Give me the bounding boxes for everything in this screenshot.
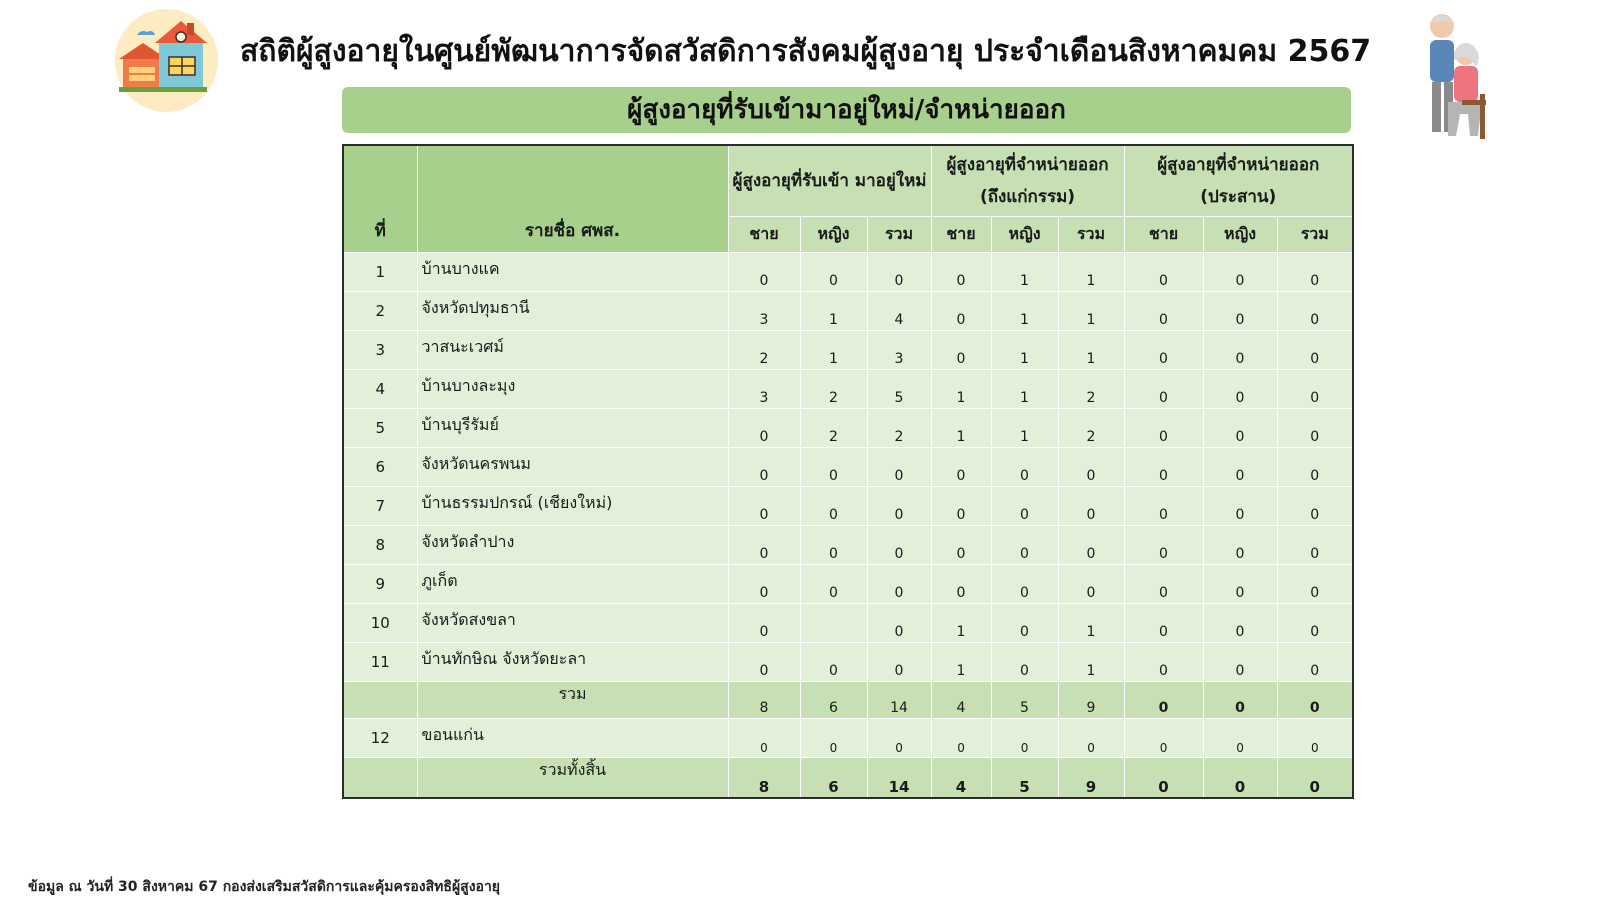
value-cell: 0 xyxy=(867,526,931,565)
value-cell: 8 xyxy=(728,758,800,799)
value-cell: 0 xyxy=(1058,526,1124,565)
row-number: 12 xyxy=(343,719,417,758)
table-row xyxy=(343,719,1353,758)
value-cell: 5 xyxy=(991,682,1058,719)
row-number: 2 xyxy=(343,292,417,331)
page-title: สถิติผู้สูงอายุในศูนย์พัฒนาการจัดสวัสดิการสังคมผู้สูงอายุ ประจำเดือนสิงหาคมคม 2567 xyxy=(240,34,1372,69)
row-number: 9 xyxy=(343,565,417,604)
grand-total-row-label: รวมทั้งสิ้น xyxy=(417,758,728,799)
value-cell: 0 xyxy=(867,487,931,526)
center-name: ขอนแก่น xyxy=(417,719,728,758)
row-number: 10 xyxy=(343,604,417,643)
value-cell: 0 xyxy=(931,331,991,370)
center-name: บ้านบางแค xyxy=(417,253,728,292)
value-cell: 0 xyxy=(728,253,800,292)
value-cell: 0 xyxy=(800,448,867,487)
row-number: 4 xyxy=(343,370,417,409)
value-cell: 2 xyxy=(800,370,867,409)
value-cell: 14 xyxy=(867,758,931,799)
sub-header: รวม xyxy=(1058,217,1124,253)
value-cell: 0 xyxy=(800,526,867,565)
value-cell: 0 xyxy=(931,292,991,331)
center-name: จังหวัดสงขลา xyxy=(417,604,728,643)
value-cell: 0 xyxy=(1203,409,1277,448)
value-cell: 0 xyxy=(931,448,991,487)
value-cell: 0 xyxy=(1124,409,1203,448)
header-no: ที่ xyxy=(343,145,417,253)
value-cell: 1 xyxy=(991,253,1058,292)
value-cell: 1 xyxy=(991,370,1058,409)
value-cell: 0 xyxy=(991,565,1058,604)
value-cell: 0 xyxy=(1124,758,1203,799)
value-cell: 2 xyxy=(1058,409,1124,448)
value-cell: 0 xyxy=(991,719,1058,758)
value-cell: 0 xyxy=(1277,526,1353,565)
value-cell: 6 xyxy=(800,682,867,719)
value-cell: 0 xyxy=(1124,253,1203,292)
value-cell: 0 xyxy=(1203,565,1277,604)
value-cell: 6 xyxy=(800,758,867,799)
value-cell: 0 xyxy=(728,448,800,487)
table-row xyxy=(343,409,1353,448)
value-cell: 0 xyxy=(1058,448,1124,487)
value-cell: 0 xyxy=(1124,487,1203,526)
value-cell: 0 xyxy=(1203,292,1277,331)
value-cell: 0 xyxy=(867,253,931,292)
value-cell: 0 xyxy=(931,719,991,758)
value-cell: 0 xyxy=(1277,409,1353,448)
value-cell: 3 xyxy=(728,370,800,409)
value-cell: 0 xyxy=(1277,719,1353,758)
value-cell: 1 xyxy=(800,331,867,370)
value-cell: 0 xyxy=(1124,448,1203,487)
sub-header: ชาย xyxy=(728,217,800,253)
value-cell: 0 xyxy=(1058,719,1124,758)
row-number: 1 xyxy=(343,253,417,292)
value-cell: 1 xyxy=(931,370,991,409)
value-cell: 0 xyxy=(1124,370,1203,409)
table-row xyxy=(343,565,1353,604)
elderly-couple-icon xyxy=(1418,8,1498,143)
sub-header: ชาย xyxy=(1124,217,1203,253)
value-cell: 0 xyxy=(728,487,800,526)
value-cell: 0 xyxy=(991,526,1058,565)
center-name: จังหวัดปทุมธานี xyxy=(417,292,728,331)
table-row xyxy=(343,526,1353,565)
value-cell: 1 xyxy=(991,409,1058,448)
row-number: 8 xyxy=(343,526,417,565)
value-cell: 1 xyxy=(931,643,991,682)
value-cell: 1 xyxy=(991,292,1058,331)
sub-header: หญิง xyxy=(991,217,1058,253)
value-cell: 0 xyxy=(1203,487,1277,526)
value-cell: 0 xyxy=(991,604,1058,643)
value-cell: 0 xyxy=(1124,643,1203,682)
value-cell: 0 xyxy=(867,448,931,487)
table-row xyxy=(343,370,1353,409)
header-group-transferred: ผู้สูงอายุที่จำหน่ายออก (ประสาน) xyxy=(1124,145,1353,217)
value-cell: 2 xyxy=(867,409,931,448)
value-cell: 0 xyxy=(1277,565,1353,604)
header-group-admitted: ผู้สูงอายุที่รับเข้า มาอยู่ใหม่ xyxy=(728,145,931,217)
value-cell: 0 xyxy=(728,565,800,604)
value-cell: 0 xyxy=(1203,682,1277,719)
value-cell: 0 xyxy=(1203,370,1277,409)
footnote: ข้อมูล ณ วันที่ 30 สิงหาคม 67 กองส่งเสริมสวัสดิการและคุ้มครองสิทธิผู้สูงอายุ xyxy=(28,879,501,895)
value-cell: 0 xyxy=(1277,487,1353,526)
table-row xyxy=(343,448,1353,487)
table-row xyxy=(343,643,1353,682)
value-cell: 0 xyxy=(728,526,800,565)
value-cell: 0 xyxy=(1058,487,1124,526)
value-cell: 0 xyxy=(1277,292,1353,331)
value-cell: 0 xyxy=(728,719,800,758)
value-cell: 3 xyxy=(867,331,931,370)
value-cell: 0 xyxy=(1277,253,1353,292)
value-cell: 0 xyxy=(1203,331,1277,370)
table-row xyxy=(343,253,1353,292)
value-cell: 4 xyxy=(867,292,931,331)
value-cell: 5 xyxy=(867,370,931,409)
value-cell: 4 xyxy=(931,682,991,719)
value-cell: 0 xyxy=(931,526,991,565)
value-cell: 0 xyxy=(728,643,800,682)
value-cell: 0 xyxy=(1277,331,1353,370)
subtotal-row-label: รวม xyxy=(417,682,728,719)
grand-total-row xyxy=(343,758,1353,799)
value-cell: 4 xyxy=(931,758,991,799)
value-cell: 0 xyxy=(991,448,1058,487)
value-cell: 0 xyxy=(1124,292,1203,331)
value-cell: 0 xyxy=(991,487,1058,526)
center-name: บ้านบางละมุง xyxy=(417,370,728,409)
center-name: บ้านธรรมปกรณ์ (เชียงใหม่) xyxy=(417,487,728,526)
center-name: บ้านบุรีรัมย์ xyxy=(417,409,728,448)
value-cell: 0 xyxy=(867,719,931,758)
value-cell: 0 xyxy=(1124,682,1203,719)
value-cell: 0 xyxy=(1277,370,1353,409)
house-icon xyxy=(115,9,218,112)
value-cell: 1 xyxy=(800,292,867,331)
value-cell: 0 xyxy=(1203,448,1277,487)
value-cell: 0 xyxy=(1124,719,1203,758)
value-cell: 1 xyxy=(931,409,991,448)
value-cell: 1 xyxy=(1058,292,1124,331)
row-number: 7 xyxy=(343,487,417,526)
center-name: จังหวัดลำปาง xyxy=(417,526,728,565)
value-cell: 0 xyxy=(867,643,931,682)
value-cell: 0 xyxy=(1124,604,1203,643)
value-cell: 0 xyxy=(931,487,991,526)
row-number: 5 xyxy=(343,409,417,448)
value-cell: 0 xyxy=(800,253,867,292)
value-cell xyxy=(800,604,867,643)
row-number: 6 xyxy=(343,448,417,487)
value-cell: 8 xyxy=(728,682,800,719)
center-name: จังหวัดนครพนม xyxy=(417,448,728,487)
value-cell: 2 xyxy=(1058,370,1124,409)
value-cell: 0 xyxy=(1058,565,1124,604)
value-cell: 0 xyxy=(867,565,931,604)
value-cell: 0 xyxy=(1277,604,1353,643)
empty-cell xyxy=(343,682,417,719)
center-name: บ้านทักษิณ จังหวัดยะลา xyxy=(417,643,728,682)
value-cell: 0 xyxy=(1277,682,1353,719)
value-cell: 0 xyxy=(800,487,867,526)
value-cell: 0 xyxy=(1277,448,1353,487)
value-cell: 0 xyxy=(1203,758,1277,799)
value-cell: 9 xyxy=(1058,682,1124,719)
value-cell: 0 xyxy=(931,253,991,292)
value-cell: 2 xyxy=(728,331,800,370)
value-cell: 14 xyxy=(867,682,931,719)
row-number: 11 xyxy=(343,643,417,682)
value-cell: 5 xyxy=(991,758,1058,799)
table-row xyxy=(343,604,1353,643)
sub-header: หญิง xyxy=(800,217,867,253)
value-cell: 1 xyxy=(1058,253,1124,292)
value-cell: 0 xyxy=(931,565,991,604)
sub-header: หญิง xyxy=(1203,217,1277,253)
center-name: ภูเก็ต xyxy=(417,565,728,604)
value-cell: 0 xyxy=(728,409,800,448)
value-cell: 0 xyxy=(991,643,1058,682)
header-center-name: รายชื่อ ศพส. xyxy=(417,145,728,253)
value-cell: 1 xyxy=(991,331,1058,370)
value-cell: 0 xyxy=(1203,253,1277,292)
header-group-deceased: ผู้สูงอายุที่จำหน่ายออก (ถึงแก่กรรม) xyxy=(931,145,1124,217)
value-cell: 0 xyxy=(1277,643,1353,682)
sub-header: ชาย xyxy=(931,217,991,253)
value-cell: 9 xyxy=(1058,758,1124,799)
value-cell: 1 xyxy=(1058,331,1124,370)
row-number: 3 xyxy=(343,331,417,370)
value-cell: 0 xyxy=(800,643,867,682)
sub-header: รวม xyxy=(867,217,931,253)
empty-cell xyxy=(343,758,417,799)
value-cell: 0 xyxy=(1124,331,1203,370)
value-cell: 2 xyxy=(800,409,867,448)
value-cell: 1 xyxy=(1058,604,1124,643)
value-cell: 0 xyxy=(1124,526,1203,565)
table-row xyxy=(343,292,1353,331)
table-row xyxy=(343,331,1353,370)
value-cell: 0 xyxy=(1203,526,1277,565)
value-cell: 0 xyxy=(1203,643,1277,682)
section-banner: ผู้สูงอายุที่รับเข้ามาอยู่ใหม่/จำหน่ายออก xyxy=(342,87,1351,133)
table-row xyxy=(343,487,1353,526)
value-cell: 1 xyxy=(931,604,991,643)
sub-header: รวม xyxy=(1277,217,1353,253)
value-cell: 0 xyxy=(1203,719,1277,758)
value-cell: 0 xyxy=(1203,604,1277,643)
value-cell: 1 xyxy=(1058,643,1124,682)
value-cell: 0 xyxy=(728,604,800,643)
logo xyxy=(115,9,218,112)
value-cell: 0 xyxy=(1277,758,1353,799)
stats-table xyxy=(342,144,1354,799)
value-cell: 0 xyxy=(800,719,867,758)
value-cell: 0 xyxy=(867,604,931,643)
center-name: วาสนะเวศม์ xyxy=(417,331,728,370)
value-cell: 0 xyxy=(1124,565,1203,604)
value-cell: 0 xyxy=(800,565,867,604)
subtotal-row xyxy=(343,682,1353,719)
value-cell: 3 xyxy=(728,292,800,331)
